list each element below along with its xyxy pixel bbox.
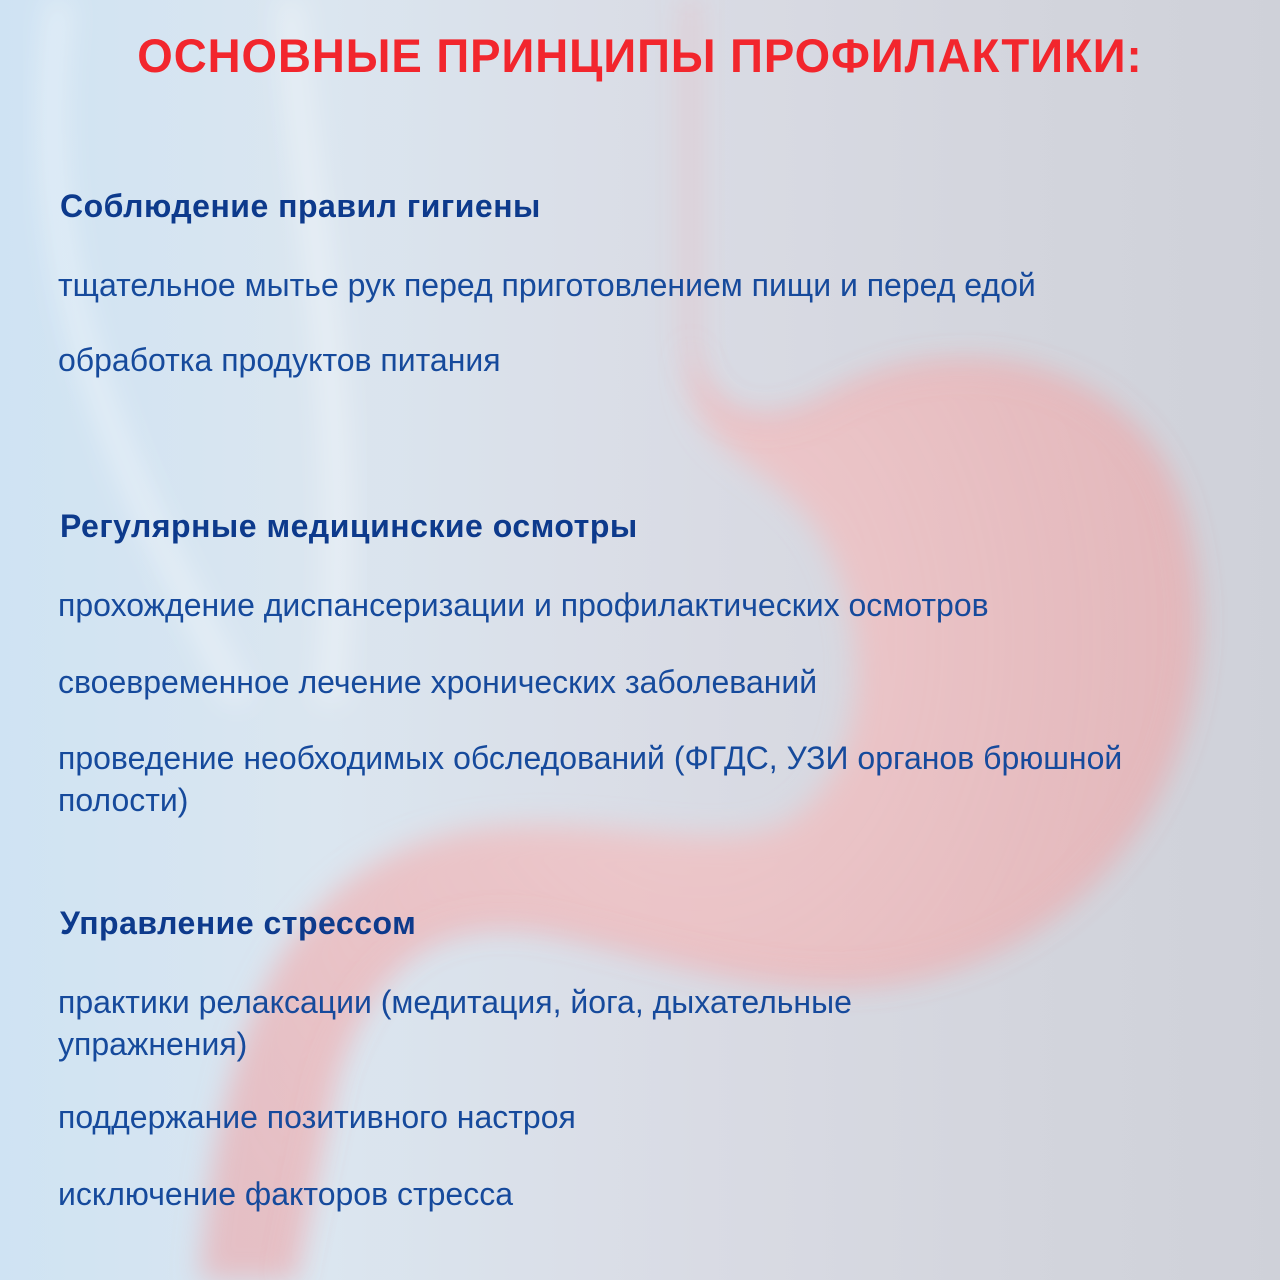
list-item: своевременное лечение хронических заболеваний xyxy=(58,664,818,700)
section-heading-hygiene: Соблюдение правил гигиены xyxy=(60,188,541,224)
list-item: исключение факторов стресса xyxy=(58,1176,514,1212)
page-title: ОСНОВНЫЕ ПРИНЦИПЫ ПРОФИЛАКТИКИ: xyxy=(137,29,1143,82)
list-item: тщательное мытье рук перед приготовлением пищи и перед едой xyxy=(58,267,1036,303)
list-item: поддержание позитивного настроя xyxy=(58,1099,576,1135)
list-item: прохождение диспансеризации и профилактических осмотров xyxy=(58,587,989,623)
section-heading-checkups: Регулярные медицинские осмотры xyxy=(60,508,638,544)
list-item: практики релаксации (медитация, йога, дыхательные упражнения) xyxy=(58,984,852,1062)
list-item: обработка продуктов питания xyxy=(58,342,501,378)
section-heading-stress: Управление стрессом xyxy=(60,905,417,941)
list-item: проведение необходимых обследований (ФГДС, УЗИ органов брюшной полости) xyxy=(58,740,1123,818)
